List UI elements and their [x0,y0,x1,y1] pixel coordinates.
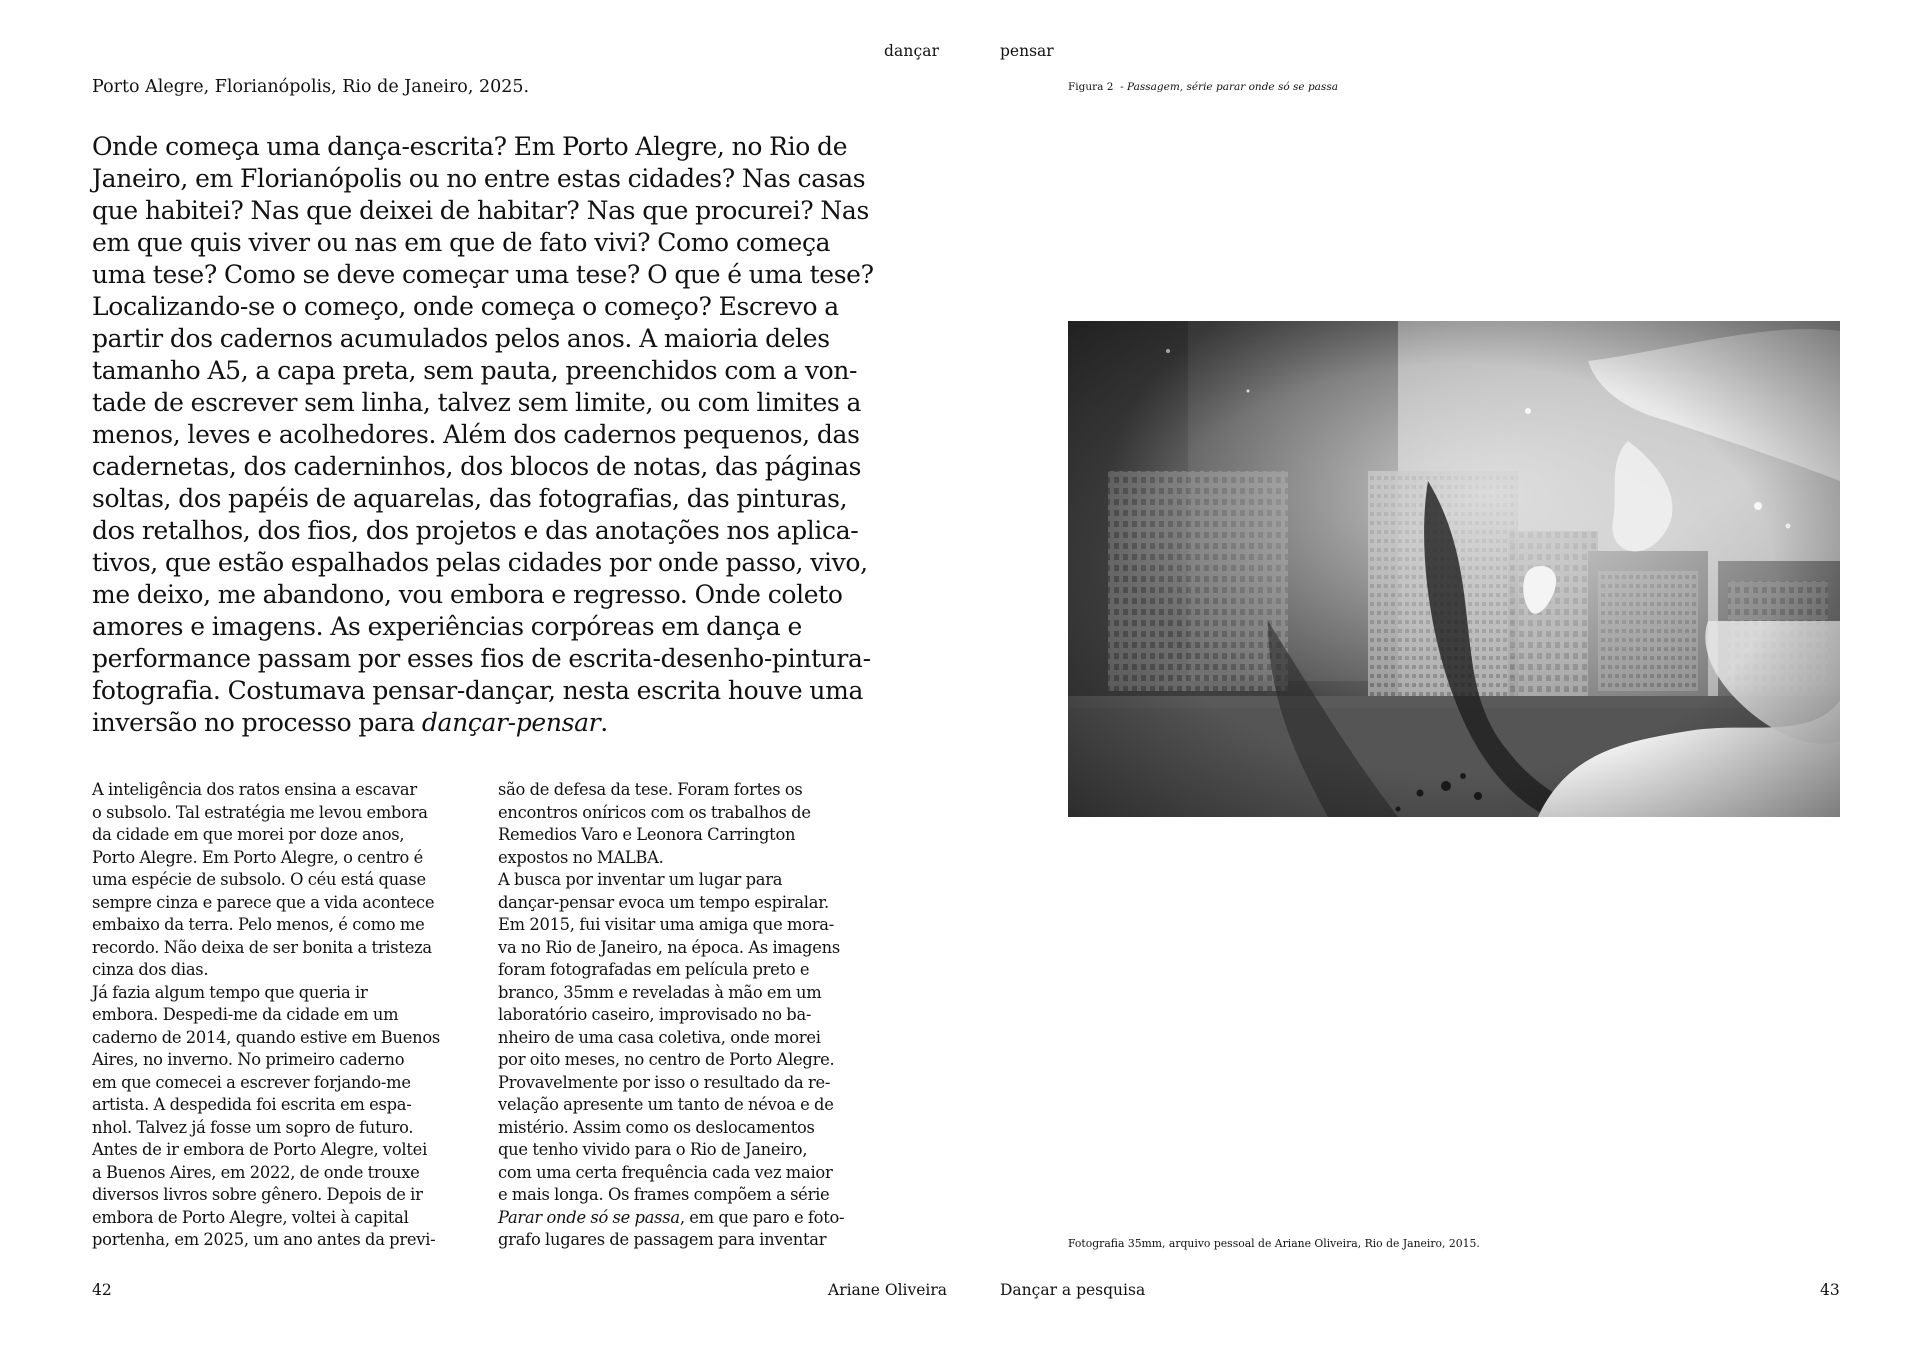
photo-credit: Fotografia 35mm, arquivo pessoal de Ariane Oliveira, Rio de Janeiro, 2015. [1068,1237,1480,1250]
figure-separator: - [1113,81,1127,93]
body-column-1: A inteligência dos ratos ensina a escavar o subsolo. Tal estratégia me levou embora da cidade em que morei por doze anos, Porto Alegre. Em Porto Alegre, o centro é uma espécie de subsolo. O céu está quase sempre cinza e parece que a vida acontece embaixo da terra. Pelo menos, é como me recordo. Não deixa de ser bonita a tristeza cinza dos dias. Já fazia algum tempo que queria ir embora. Despedi-me da cidade em um caderno de 2014, quando estive em Buenos Aires, no inverno. No primeiro caderno em que comecei a escrever forjando-me artista. A despedida foi escrita em espa- nhol. Talvez já fosse um sopro de futuro. Antes de ir embora de Porto Alegre, voltei a Buenos Aires, em 2022, de onde trouxe diversos livros sobre gênero. Depois de ir embora de Porto Alegre, voltei à capital portenha, em 2025, um ano antes da previ- [92,780,440,1249]
body-column-2 [498,779,878,1252]
footer-author: Ariane Oliveira [828,1281,948,1299]
lead-paragraph [92,131,882,739]
lead-paragraph-text: Onde começa uma dança-escrita? Em Porto Alegre, no Rio de Janeiro, em Florianópolis ou no entre estas cidades? Nas casas que habitei? Nas que deixei de habitar? Nas que procurei? Nas em que quis viver ou nas em que de fato vivi? Como começa uma tese? Como se deve começar uma tese? O que é uma tese? Localizando-se o começo, onde começa o começo? Escrevo a partir dos cadernos acumulados pelos anos. A maioria deles tamanho A5, a capa preta, sem pauta, preenchidos com a von- tade de escrever sem linha, talvez sem limite, ou com limites a menos, leves e acolhedores. Além dos cadernos pequenos, das cadernetas, dos caderninhos, dos blocos de notas, das páginas soltas, dos papéis de aquarelas, das fotografias, das pinturas, dos retalhos, dos fios, dos projetos e das anotações nos aplica- tivos, que estão espalhados pelas cidades por onde passo, vivo, me deixo, me abandono, vou embora e regresso. Onde coleto amores e imagens. As experiências corpóreas em dança e performance passam por esses fios de escrita-desenho-pintura- fotografia. Costumava pensar-dançar, nesta escrita houve uma inversão no processo para [92,132,874,737]
page-number-left: 42 [92,1281,112,1299]
lead-period: . [600,708,608,737]
footer-book-title: Dançar a pesquisa [1000,1281,1146,1299]
page-number-right: 43 [1820,1281,1840,1299]
column-2-text: são de defesa da tese. Foram fortes os encontros oníricos com os trabalhos de Remedios Varo e Leonora Carrington expostos no MALBA. A busca por inventar um lugar para dançar-pensar evoca um tempo espiralar. Em 2015, fui visitar uma amiga que mora- va no Rio de Janeiro, na época. As imagens foram fotografadas em película preto e branco, 35mm e reveladas à mão em um laboratório caseiro, improvisado no ba- nheiro de uma casa coletiva, onde morei por oito meses, no centro de Porto Alegre. Provavelmente por isso o resultado da re- velação apresente um tanto de névoa e de mistério. Assim como os deslocamentos que tenho vivido para o Rio de Janeiro, com uma certa frequência cada vez maior e mais longa. Os frames compõem a série [498,780,840,1204]
running-head-right: pensar [1000,42,1054,60]
lead-italic-phrase: dançar-pensar [421,708,601,737]
figure-number: Figura 2 [1068,81,1114,93]
bw-film-photo-illustration [1068,321,1840,817]
figure-caption [1068,81,1338,93]
column-2-text-end: , em que paro e foto- grafo lugares de passagem para inventar [498,1207,845,1249]
place-date-line: Porto Alegre, Florianópolis, Rio de Janeiro, 2025. [92,77,530,97]
figure-title: Passagem, série parar onde só se passa [1127,81,1338,93]
figure-photograph [1068,321,1840,817]
series-title-italic: Parar onde só se passa [498,1207,680,1227]
running-head-left: dançar [884,42,940,60]
